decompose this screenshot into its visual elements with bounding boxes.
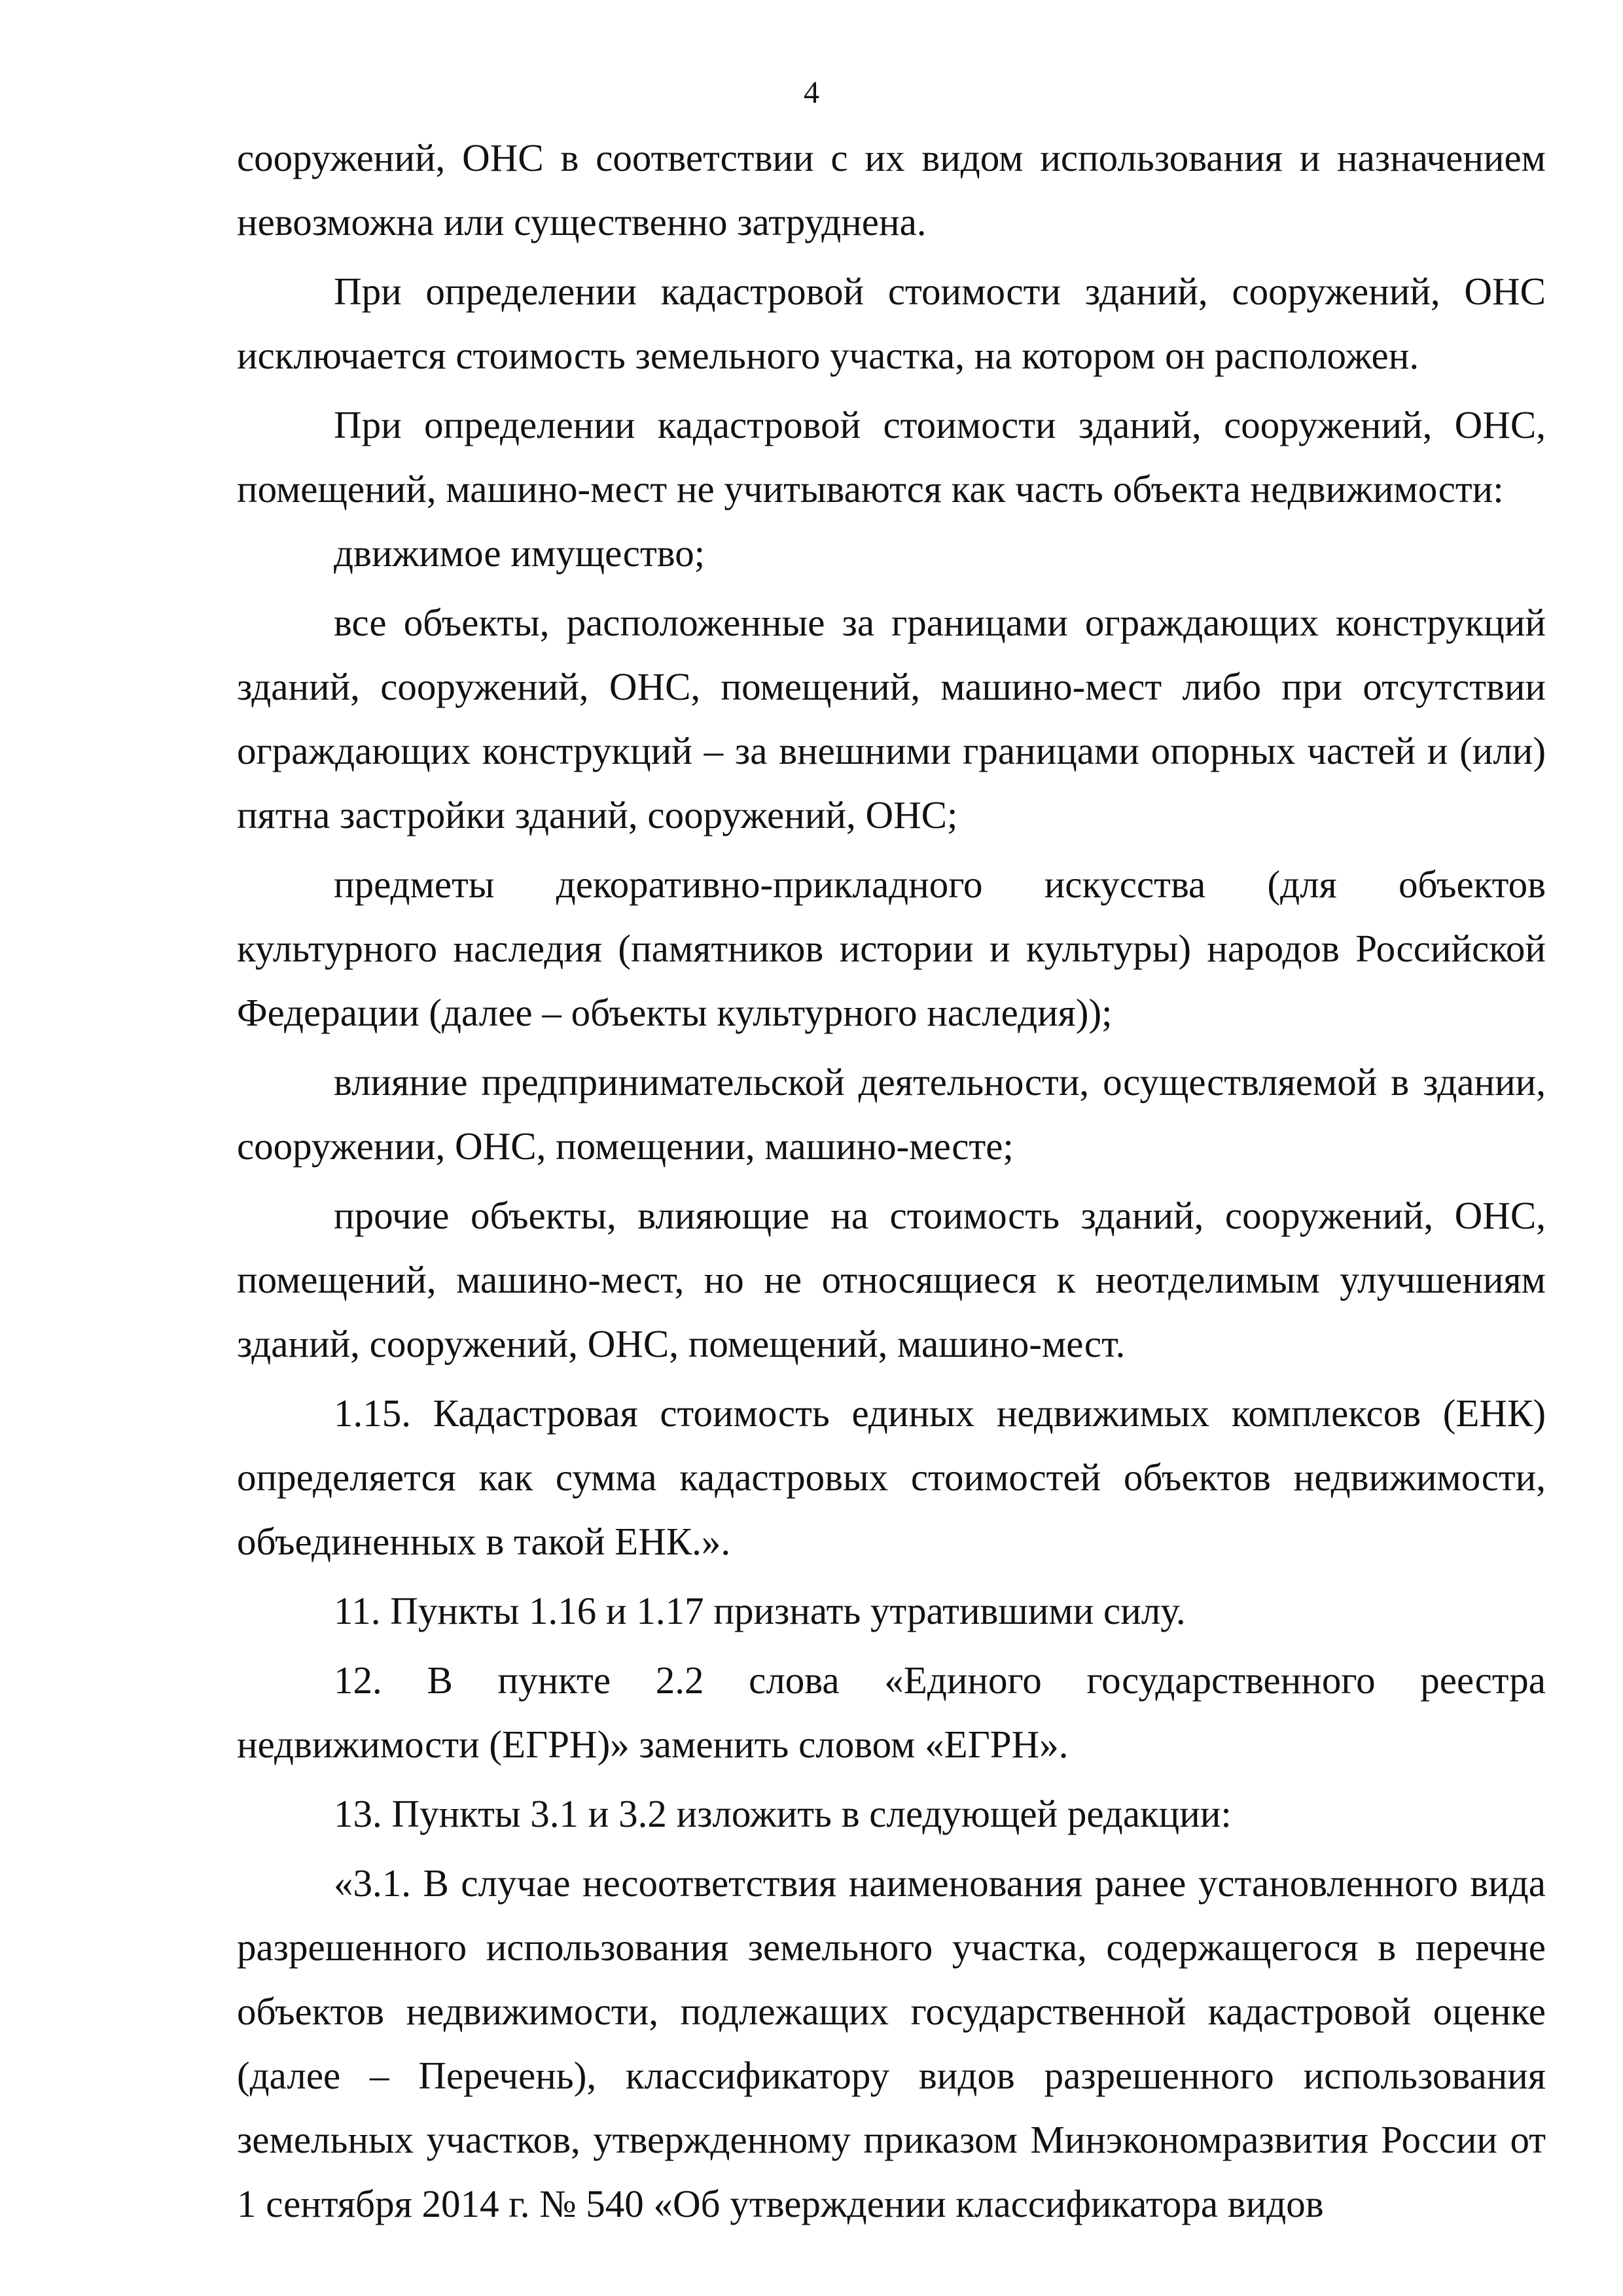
paragraph-clause-3-1: «3.1. В случае несоответствия наименования ранее установленного вида разрешенного использования земельного участка, содержащегося в перечне объектов недвижимости, подлежащих государственной кадастровой оценке (далее – Перечень), классификатору видов разрешенного использования земельных участков, утвержденному приказом Минэкономразвития России от 1 сентября 2014 г. № 540 «Об утверждении классификатора видов bbox=[237, 1861, 1546, 2225]
list-item-objects-outside-boundaries: все объекты, расположенные за границами ограждающих конструкций зданий, сооружений, ОНС, помещений, машино-мест либо при отсутствии ограждающих конструкций – за внешними границами опорных частей и (или) пятна застройки зданий, сооружений, ОНС; bbox=[237, 601, 1546, 836]
list-item-business-activity: влияние предпринимательской деятельности, осуществляемой в здании, сооружении, ОНС, помещении, машино-месте; bbox=[237, 1060, 1546, 1168]
paragraph-land-value-excluded: При определении кадастровой стоимости зданий, сооружений, ОНС исключается стоимость земельного участка, на котором он расположен. bbox=[237, 270, 1546, 377]
document-body bbox=[237, 126, 1546, 2236]
paragraph-item-13: 13. Пункты 3.1 и 3.2 изложить в следующей редакции: bbox=[334, 1792, 1232, 1835]
list-item-other-objects: прочие объекты, влияющие на стоимость зданий, сооружений, ОНС, помещений, машино-мест, но не относящиеся к неотделимым улучшениям зданий, сооружений, ОНС, помещений, машино-мест. bbox=[237, 1194, 1546, 1365]
paragraph-not-counted-intro: При определении кадастровой стоимости зданий, сооружений, ОНС, помещений, машино-мест не учитываются как часть объекта недвижимости: bbox=[237, 403, 1546, 511]
paragraph-clause-1-15: 1.15. Кадастровая стоимость единых недвижимых комплексов (ЕНК) определяется как сумма кадастровых стоимостей объектов недвижимости, объединенных в такой ЕНК.». bbox=[237, 1391, 1546, 1563]
list-item-movable-property: движимое имущество; bbox=[334, 531, 705, 575]
list-item-decorative-art: предметы декоративно-прикладного искусства (для объектов культурного наследия (памятников истории и культуры) народов Российской Федерации (далее – объекты культурного наследия)); bbox=[237, 863, 1546, 1034]
paragraph-item-11: 11. Пункты 1.16 и 1.17 признать утратившими силу. bbox=[334, 1589, 1186, 1632]
paragraph-item-12: 12. В пункте 2.2 слова «Единого государственного реестра недвижимости (ЕГРН)» заменить словом «ЕГРН». bbox=[237, 1659, 1546, 1766]
paragraph-continuation: сооружений, ОНС в соответствии с их видом использования и назначением невозможна или существенно затруднена. bbox=[237, 136, 1546, 243]
page-number: 4 bbox=[804, 75, 819, 110]
